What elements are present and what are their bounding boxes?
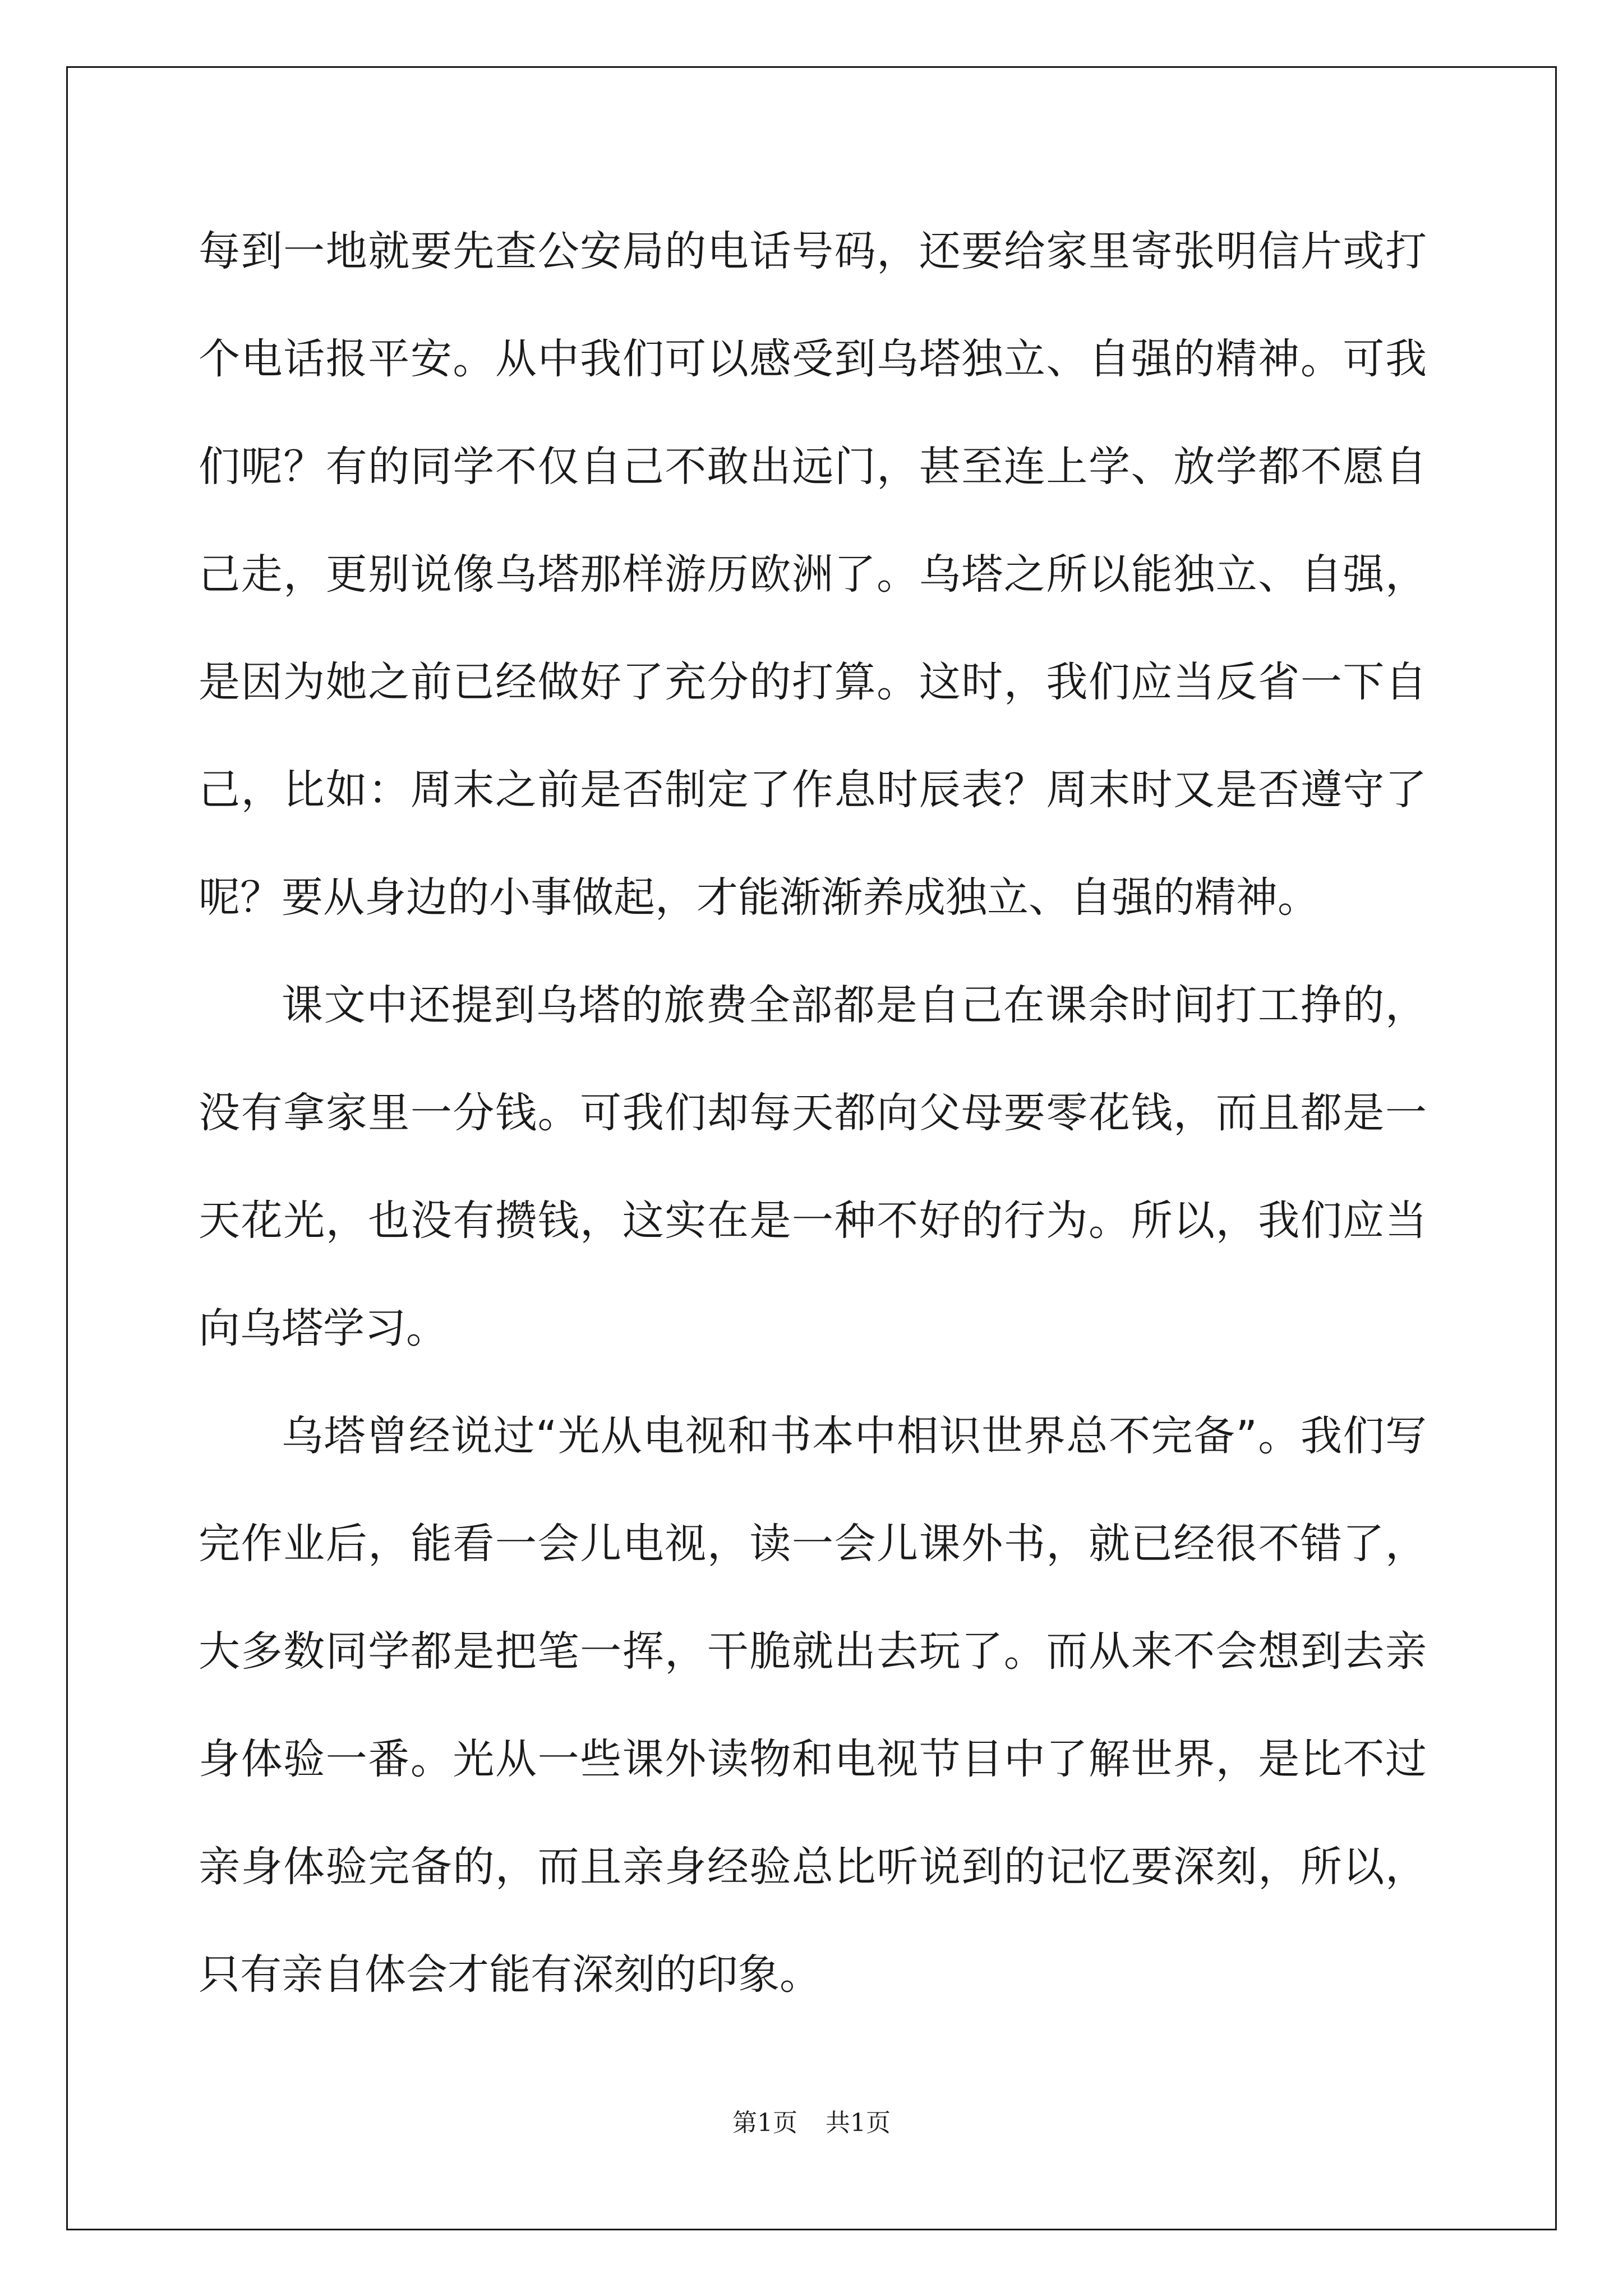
page-number: 第1页 — [732, 2109, 797, 2137]
paragraph-1: 每到一地就要先查公安局的电话号码，还要给家里寄张明信片或打个电话报平安。从中我们可以感受到乌塔独立、自强的精神。可我们呢？有的同学不仅自己不敢出远门，甚至连上学、放学都不愿自己走，更别说像乌塔那样游历欧洲了。乌塔之所以能独立、自强，是因为她之前已经做好了充分的打算。这时，我们应当反省一下自己，比如：周末之前是否制定了作息时辰表？周末时又是否遵守了呢？要从身边的小事做起，才能渐渐养成独立、自强的精神。 — [199, 227, 1427, 922]
paragraph-3: 乌塔曾经说过“光从电视和书本中相识世界总不完备”。我们写完作业后，能看一会儿电视，读一会儿课外书，就已经很不错了，大多数同学都是把笔一挥，干脆就出去玩了。而从来不会想到去亲身体验一番。光从一些课外读物和电视节目中了解世界，是比不过亲身体验完备的，而且亲身经验总比听说到的记忆要深刻，所以，只有亲自体会才能有深刻的印象。 — [199, 1412, 1427, 1999]
page-footer — [0, 2102, 1623, 2138]
page-total: 共1页 — [826, 2109, 891, 2137]
document-body — [199, 197, 1427, 2028]
paragraph-2: 课文中还提到乌塔的旅费全部都是自己在课余时间打工挣的，没有拿家里一分钱。可我们却每天都向父母要零花钱，而且都是一天花光，也没有攒钱，这实在是一种不好的行为。所以，我们应当向乌塔学习。 — [199, 981, 1427, 1352]
